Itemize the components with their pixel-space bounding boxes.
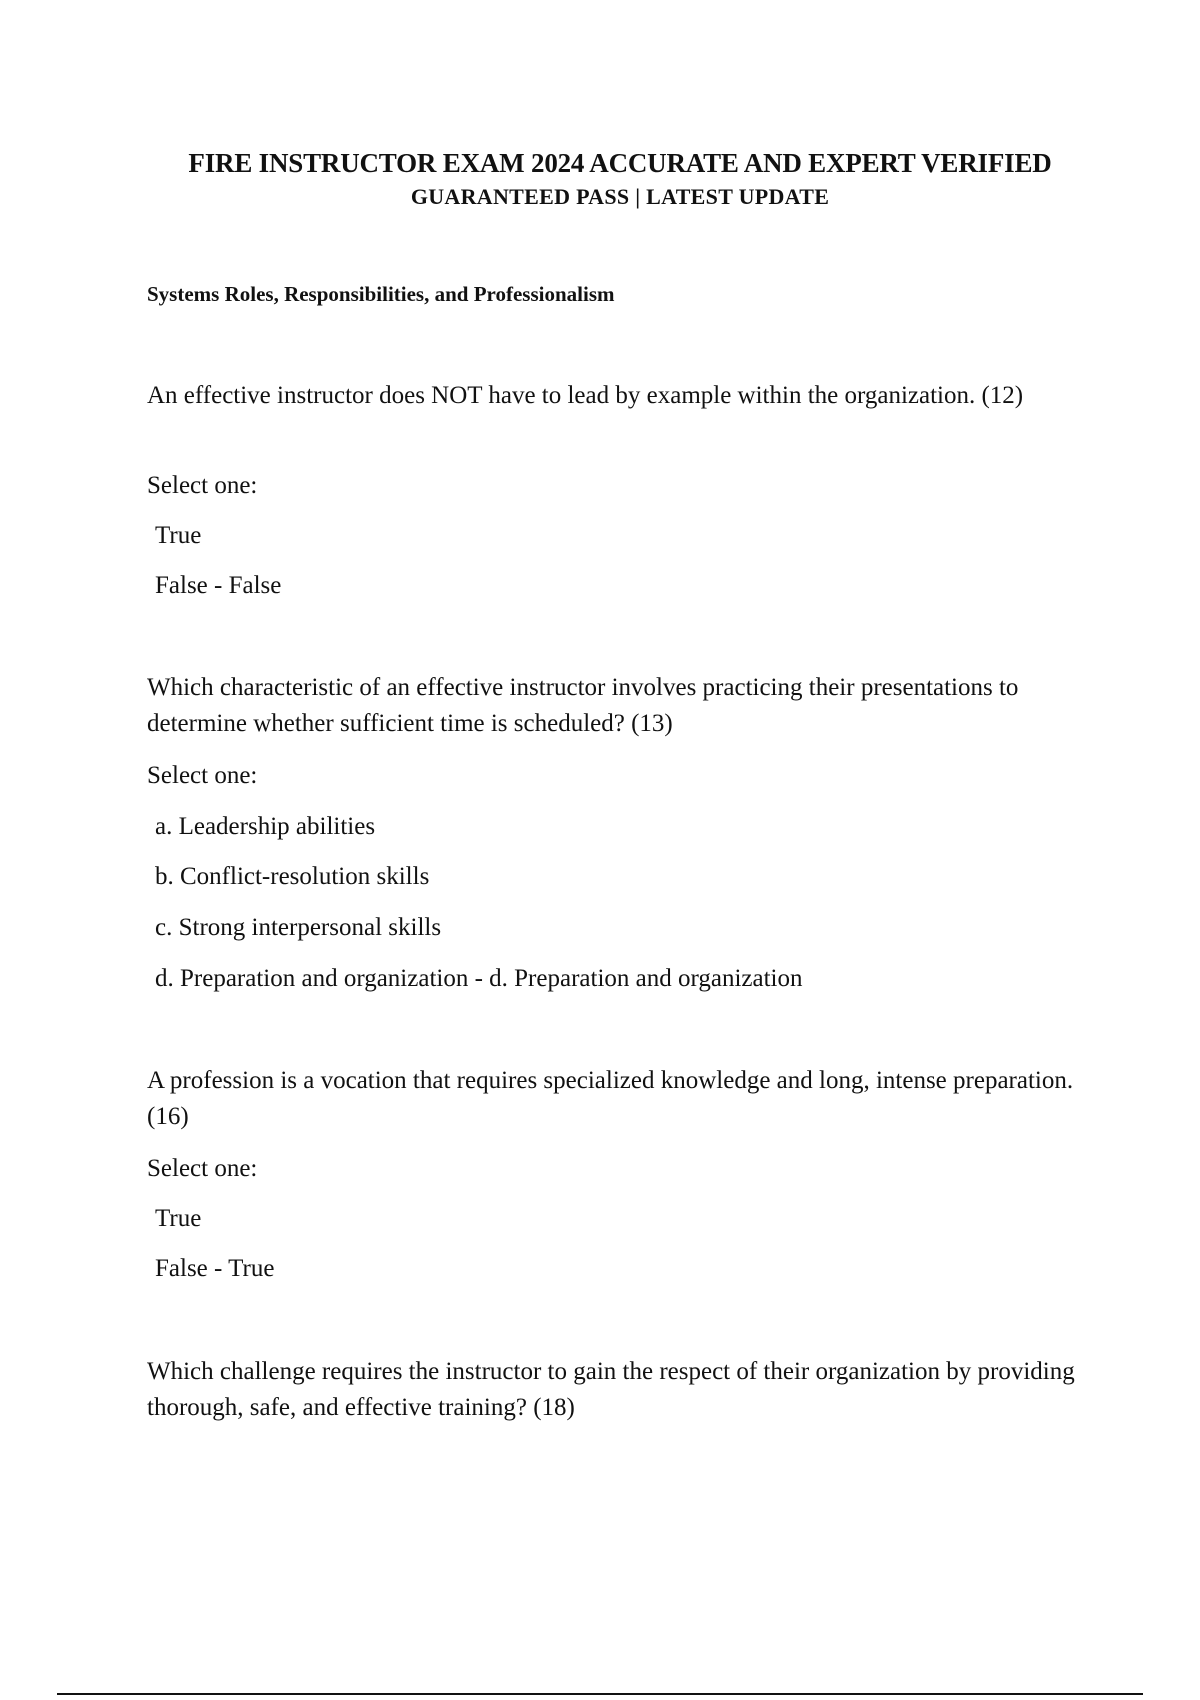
answer-option: True [155, 1205, 202, 1232]
document-title: FIRE INSTRUCTOR EXAM 2024 ACCURATE AND EXPERT VERIFIED [188, 148, 1052, 178]
answer-option: b. Conflict-resolution skills [155, 863, 430, 890]
answer-option: False - True [155, 1255, 275, 1282]
answer-option: False - False [155, 572, 282, 599]
select-label: Select one: [147, 762, 258, 789]
select-label: Select one: [147, 472, 258, 499]
document-subtitle: GUARANTEED PASS | LATEST UPDATE [410, 184, 830, 209]
section-heading: Systems Roles, Responsibilities, and Professionalism [147, 282, 615, 306]
question-text: Which challenge requires the instructor to gain the respect of their organization by providing thorough, safe, and effective training? (18) [147, 1358, 1075, 1421]
footer-rule [57, 1693, 1143, 1695]
answer-option: a. Leadership abilities [155, 813, 376, 840]
answer-option: c. Strong interpersonal skills [155, 914, 442, 941]
question-text: A profession is a vocation that requires specialized knowledge and long, intense preparation. (16) [147, 1067, 1074, 1130]
answer-option: True [155, 522, 202, 549]
question-text: Which characteristic of an effective instructor involves practicing their presentations to determine whether sufficient time is scheduled? (13) [147, 674, 1019, 737]
select-label: Select one: [147, 1155, 258, 1182]
answer-option: d. Preparation and organization - d. Preparation and organization [155, 965, 803, 992]
question-text: An effective instructor does NOT have to lead by example within the organization. (12) [147, 382, 1024, 409]
